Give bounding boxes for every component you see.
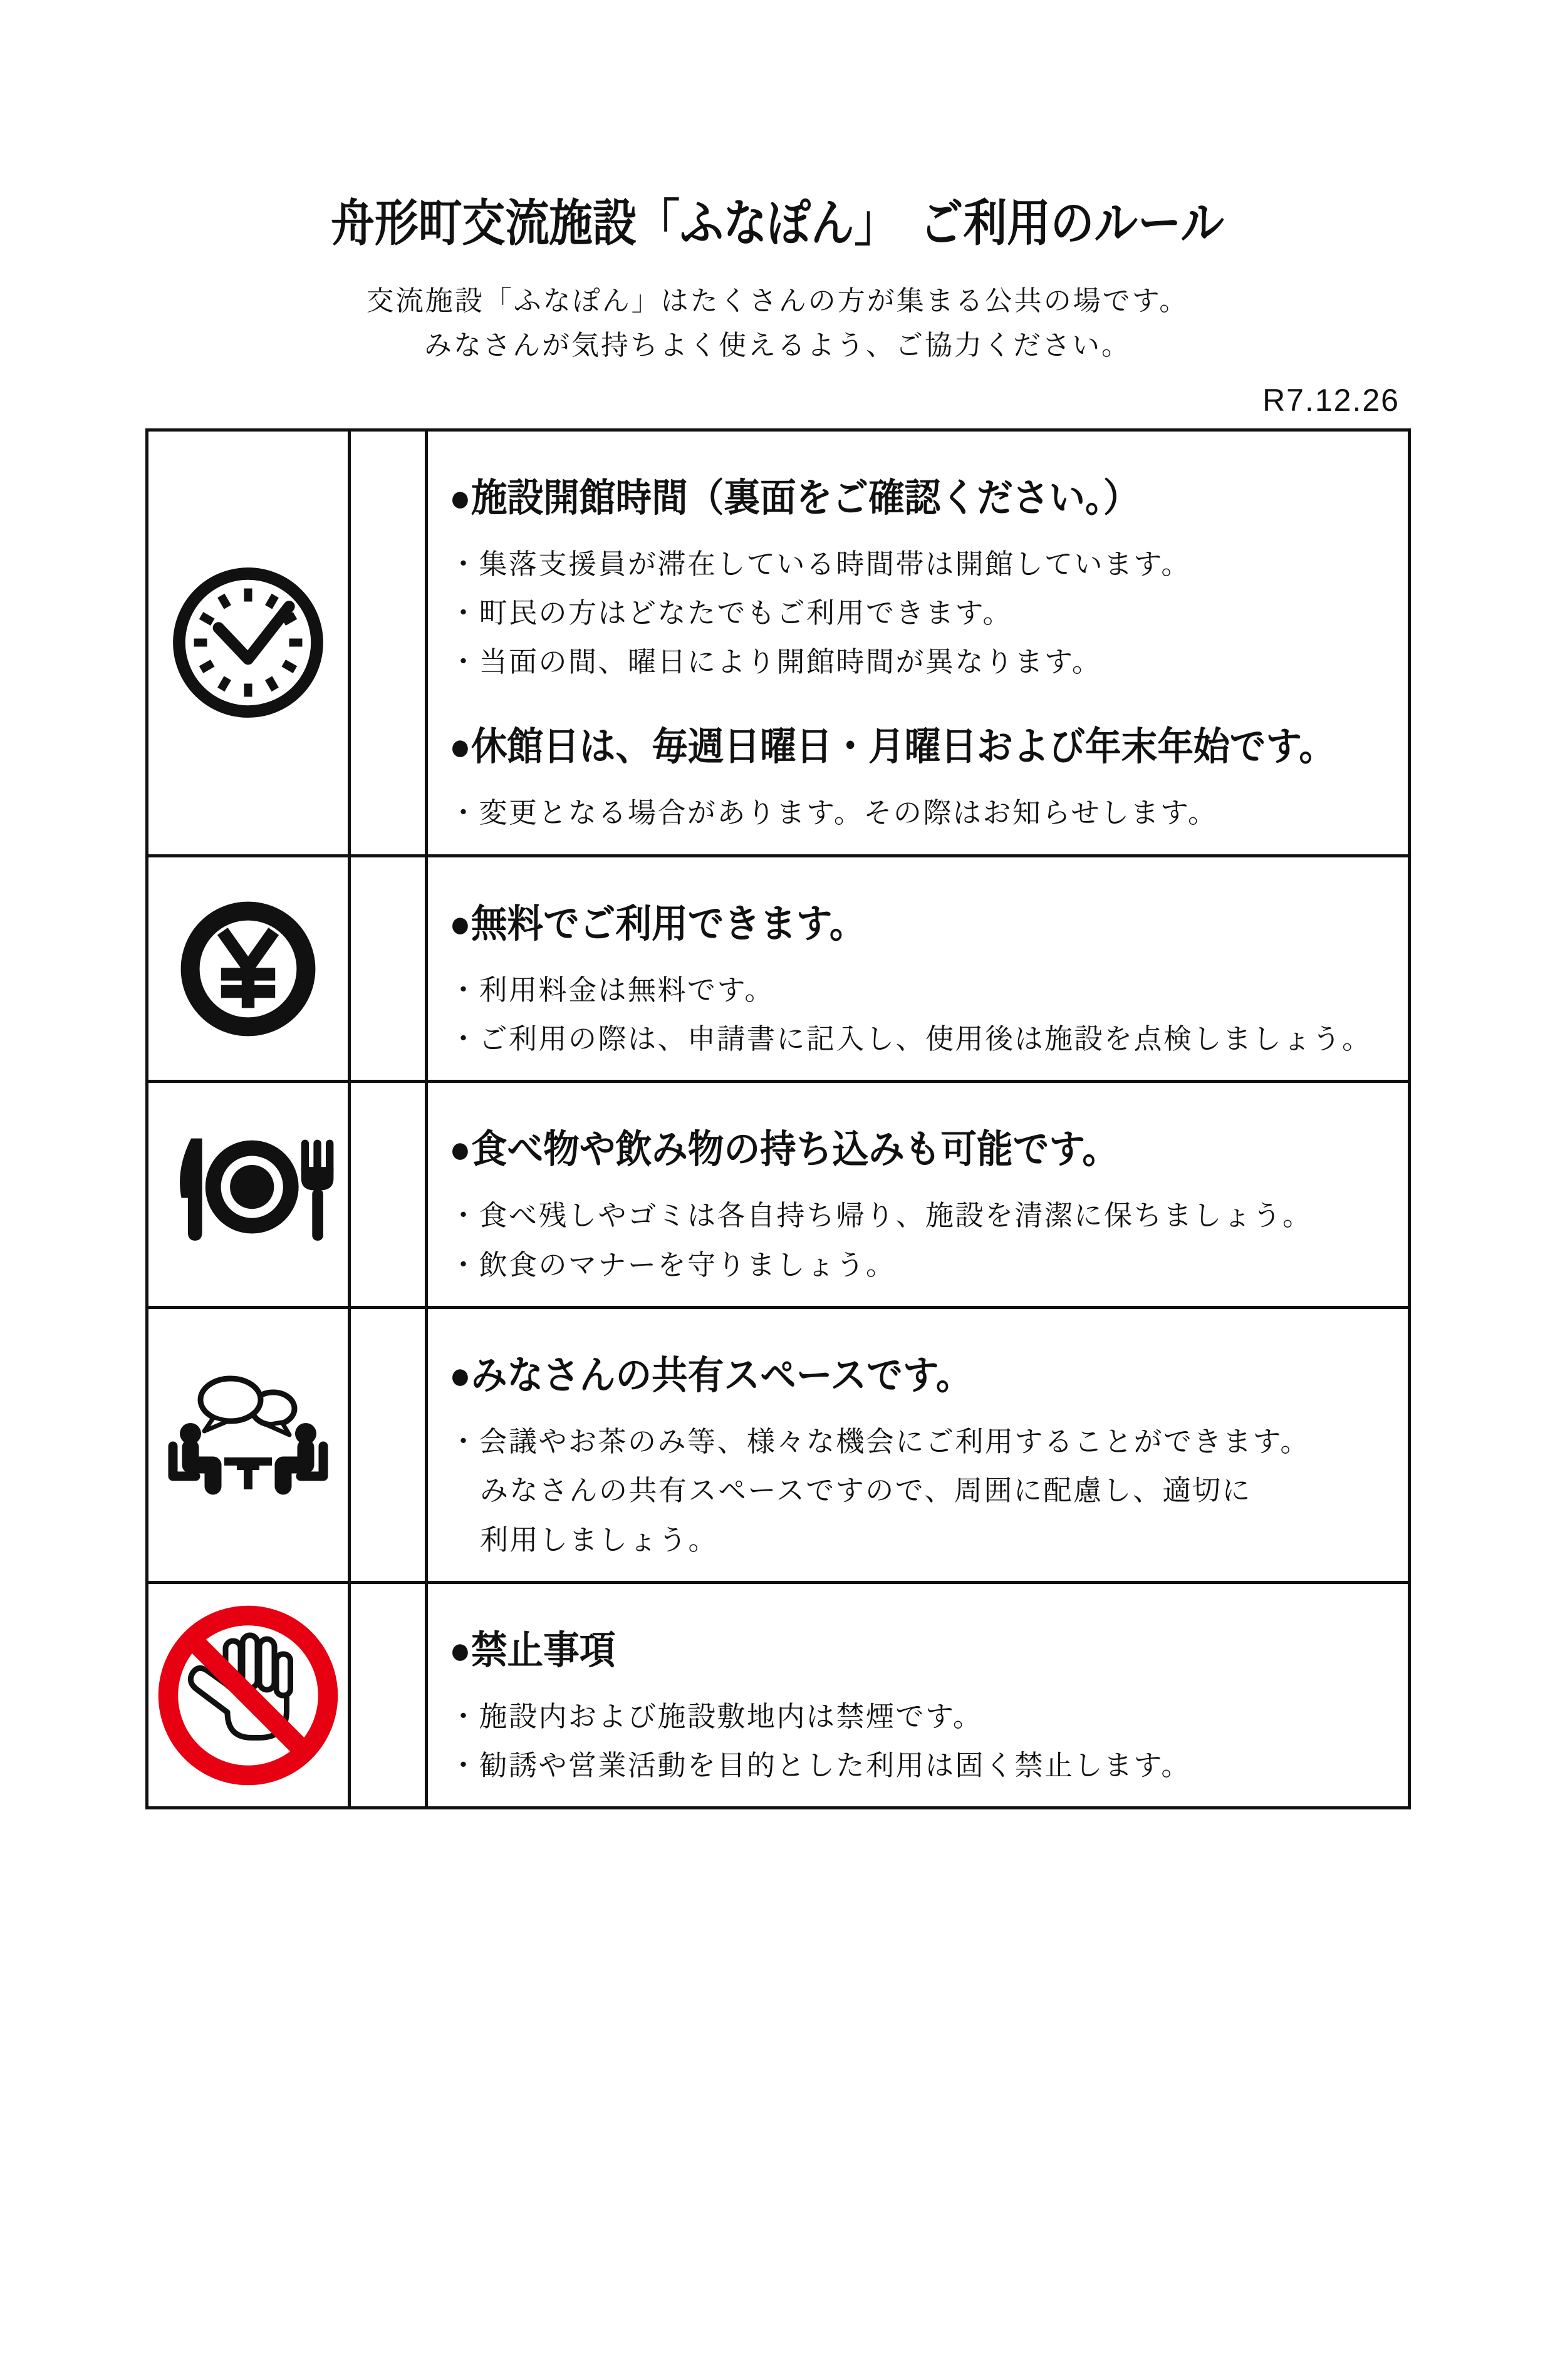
meeting-icon xyxy=(154,1370,342,1520)
icon-cell-prohibition xyxy=(147,1582,350,1808)
page xyxy=(145,183,1410,1809)
rule-bullet: ・食べ残しやゴミは各自持ち帰り、施設を清潔に保ちましょう。 xyxy=(449,1200,1313,1232)
section-heading: ●施設開館時間（裏面をご確認ください。） xyxy=(449,476,1140,520)
no-entry-hand-icon xyxy=(154,1601,342,1789)
rule-bullet: ・当面の間、曜日により開館時間が異なります。 xyxy=(449,646,1102,678)
rule-bullet: みなさんの共有スペースですので、周囲に配慮し、適切に xyxy=(480,1475,1252,1507)
clock-icon xyxy=(166,561,330,725)
rule-bullet: ・変更となる場合があります。その際はお知らせします。 xyxy=(449,797,1218,829)
spacer-cell xyxy=(350,1082,427,1308)
table-row-opening-hours xyxy=(147,430,1410,856)
table-row-shared-space xyxy=(147,1307,1410,1582)
spacer-cell xyxy=(350,430,427,856)
section-heading: ●無料でご利用できます。 xyxy=(449,902,866,946)
text-cell-free-use xyxy=(427,856,1410,1082)
icon-cell-clock xyxy=(147,430,350,856)
rule-bullet: 利用しましょう。 xyxy=(480,1524,719,1556)
text-cell-food-drink xyxy=(427,1082,1410,1308)
spacer-cell xyxy=(350,1307,427,1582)
spacer-cell xyxy=(350,856,427,1082)
revision-date: R7.12.26 xyxy=(1262,382,1400,418)
rules-table xyxy=(145,428,1411,1810)
text-cell-opening-hours xyxy=(427,430,1410,856)
table-row-food-drink xyxy=(147,1082,1410,1308)
text-cell-prohibited xyxy=(427,1582,1410,1808)
spacer-cell xyxy=(350,1582,427,1808)
subtitle-line-1: 交流施設「ふなぽん」はたくさんの方が集まる公共の場です。 xyxy=(366,286,1189,316)
rule-bullet: ・会議やお茶のみ等、様々な機会にご利用することができます。 xyxy=(449,1425,1310,1457)
rule-bullet: ・勧誘や営業活動を目的とした利用は固く禁止します。 xyxy=(449,1750,1191,1782)
rule-bullet: ・利用料金は無料です。 xyxy=(449,974,774,1006)
rule-bullet: ・町民の方はどなたでもご利用できます。 xyxy=(449,597,1012,629)
text-cell-shared-space xyxy=(427,1307,1410,1582)
rule-bullet: ・施設内および施設敷地内は禁煙です。 xyxy=(449,1700,983,1732)
section-heading: ●食べ物や飲み物の持ち込みも可能です。 xyxy=(449,1128,1119,1172)
icon-cell-dining xyxy=(147,1082,350,1308)
rule-bullet: ・飲食のマナーを守りましょう。 xyxy=(449,1249,896,1281)
page-subtitle xyxy=(145,279,1410,368)
section-heading: ●禁止事項 xyxy=(449,1628,616,1672)
section-heading: ●休館日は、毎週日曜日・月曜日および年末年始です。 xyxy=(449,725,1336,769)
rule-bullet: ・ご利用の際は、申請書に記入し、使用後は施設を点検しましょう。 xyxy=(449,1023,1372,1055)
table-row-free-use xyxy=(147,856,1410,1082)
subtitle-line-2: みなさんが気持ちよく使えるよう、ご協力ください。 xyxy=(424,330,1131,361)
rule-bullet: ・集落支援員が滞在している時間帯は開館しています。 xyxy=(449,548,1191,580)
icon-cell-yen xyxy=(147,856,350,1082)
yen-coin-icon xyxy=(173,894,323,1044)
page-title: 舟形町交流施設「ふなぽん」 ご利用のルール xyxy=(331,195,1224,251)
icon-cell-meeting xyxy=(147,1307,350,1582)
section-heading: ●みなさんの共有スペースです。 xyxy=(449,1353,972,1397)
table-row-prohibited xyxy=(147,1582,1410,1808)
dining-icon xyxy=(151,1127,345,1263)
